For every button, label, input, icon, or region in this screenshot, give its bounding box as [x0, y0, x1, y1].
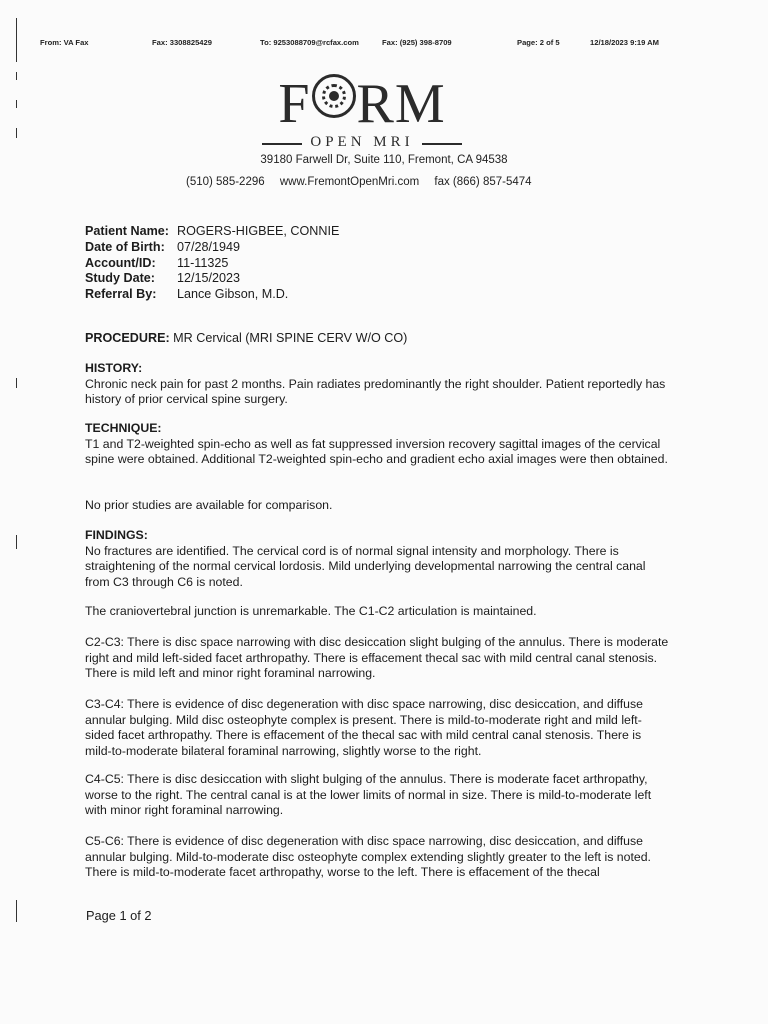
- fax-to-number: Fax: (925) 398-8709: [382, 38, 452, 47]
- clinic-address: 39180 Farwell Dr, Suite 110, Fremont, CA 94538: [260, 154, 508, 166]
- c3-c4-section: [85, 697, 670, 759]
- margin-mark: [16, 900, 17, 922]
- clinic-phone: (510) 585-2296: [186, 176, 265, 188]
- account-value: 11-11325: [177, 255, 229, 270]
- fax-to: To: 9253088709@rcfax.com: [260, 38, 359, 47]
- patient-name-row: [85, 224, 339, 240]
- history-label: HISTORY:: [85, 361, 143, 375]
- fax-page: Page: 2 of 5: [517, 38, 560, 47]
- study-date-value: 12/15/2023: [177, 271, 241, 286]
- margin-mark: [16, 535, 17, 549]
- page-number: Page 1 of 2: [86, 908, 152, 923]
- form-open-mri-logo: [262, 74, 462, 156]
- dob-label: Date of Birth:: [85, 239, 165, 254]
- fax-from-number: Fax: 3308825429: [152, 38, 212, 47]
- study-date-row: [85, 271, 339, 287]
- comparison-text: No prior studies are available for comparison.: [85, 498, 333, 512]
- logo-rule-right: [422, 143, 462, 145]
- clinic-contact: [186, 176, 544, 188]
- referral-row: [85, 287, 339, 303]
- history-text: Chronic neck pain for past 2 months. Pain radiates predominantly the right shoulder. Patient reportedly has history of prior cervical spine surgery.: [85, 376, 666, 407]
- logo-wordmark: F RM: [278, 73, 446, 135]
- procedure-section: [85, 331, 670, 347]
- patient-info: [85, 224, 339, 303]
- findings-craniovertebral: The craniovertebral junction is unremarkable. The C1-C2 articulation is maintained.: [85, 604, 537, 618]
- study-date-label: Study Date:: [85, 271, 155, 286]
- dob-value: 07/28/1949: [177, 239, 241, 254]
- account-row: [85, 256, 339, 272]
- findings-c2-c3: C2-C3: There is disc space narrowing with disc desiccation slight bulging of the annulus. There is moderate right and mild left-sided facet arthropathy. There is effacement thecal sac with mild central canal stenosis. There is mild left and minor right foraminal narrowing.: [85, 635, 669, 681]
- account-label: Account/ID:: [85, 255, 156, 270]
- margin-mark: [16, 378, 17, 388]
- findings-c4-c5: C4-C5: There is disc desiccation with slight bulging of the annulus. There is moderate facet arthropathy, worse to the right. The central canal is at the lower limits of normal in size. There is mild-to-moderate left with minor right foraminal narrowing.: [85, 772, 652, 818]
- technique-text: T1 and T2-weighted spin-echo as well as fat suppressed inversion recovery sagittal images of the cervical spine were obtained. Additional T2-weighted spin-echo and gradient echo axial images were then obtained.: [85, 436, 668, 467]
- margin-mark: [16, 72, 17, 80]
- findings-c3-c4: C3-C4: There is evidence of disc degeneration with disc space narrowing, disc desiccation, and diffuse annular bulging. Mild disc osteophyte complex is present. There is mild-to-moderate right and mild left-sided facet arthropathy. There is effacement of the thecal sac with mild central canal stenosis. There is mild-to-moderate bilateral foraminal narrowing, slightly worse to the right.: [85, 697, 643, 758]
- technique-section: [85, 421, 670, 468]
- procedure-text: MR Cervical (MRI SPINE CERV W/O CO): [173, 331, 408, 345]
- patient-name: ROGERS-HIGBEE, CONNIE: [177, 224, 340, 238]
- c4-c5-section: [85, 772, 670, 819]
- findings-section: [85, 528, 670, 590]
- craniovertebral-section: [85, 604, 670, 620]
- referral-value: Lance Gibson, M.D.: [177, 287, 289, 302]
- patient-name-label: Patient Name:: [85, 224, 169, 238]
- fax-from: From: VA Fax: [40, 38, 89, 47]
- dob-row: [85, 240, 339, 256]
- clinic-website: www.FremontOpenMri.com: [279, 176, 420, 188]
- fax-header: [0, 38, 768, 52]
- technique-label: TECHNIQUE:: [85, 421, 162, 435]
- margin-mark: [16, 128, 17, 138]
- procedure-label: PROCEDURE:: [85, 331, 170, 345]
- comparison-section: [85, 498, 670, 514]
- referral-label: Referral By:: [85, 287, 157, 302]
- findings-general: No fractures are identified. The cervical cord is of normal signal intensity and morphology. There is straightening of the normal cervical lordosis. Mild underlying developmental narrowing the central canal from C3 through C6 is noted.: [85, 543, 646, 589]
- c5-c6-section: [85, 834, 670, 881]
- findings-c5-c6: C5-C6: There is evidence of disc degeneration with disc space narrowing, disc desiccation, and diffuse annular bulging. Mild-to-moderate disc osteophyte complex extending slightly greater to the left is noted. There is mild-to-moderate facet arthropathy, worse to the left. There is effacement of the thecal: [85, 834, 651, 880]
- logo-subtitle: OPEN MRI: [310, 134, 414, 150]
- history-section: [85, 361, 670, 408]
- logo-target-icon: [312, 74, 356, 118]
- c2-c3-section: [85, 635, 670, 682]
- fax-datetime: 12/18/2023 9:19 AM: [590, 38, 659, 47]
- margin-mark: [16, 100, 17, 108]
- clinic-fax: fax (866) 857-5474: [434, 176, 532, 188]
- findings-label: FINDINGS:: [85, 528, 148, 542]
